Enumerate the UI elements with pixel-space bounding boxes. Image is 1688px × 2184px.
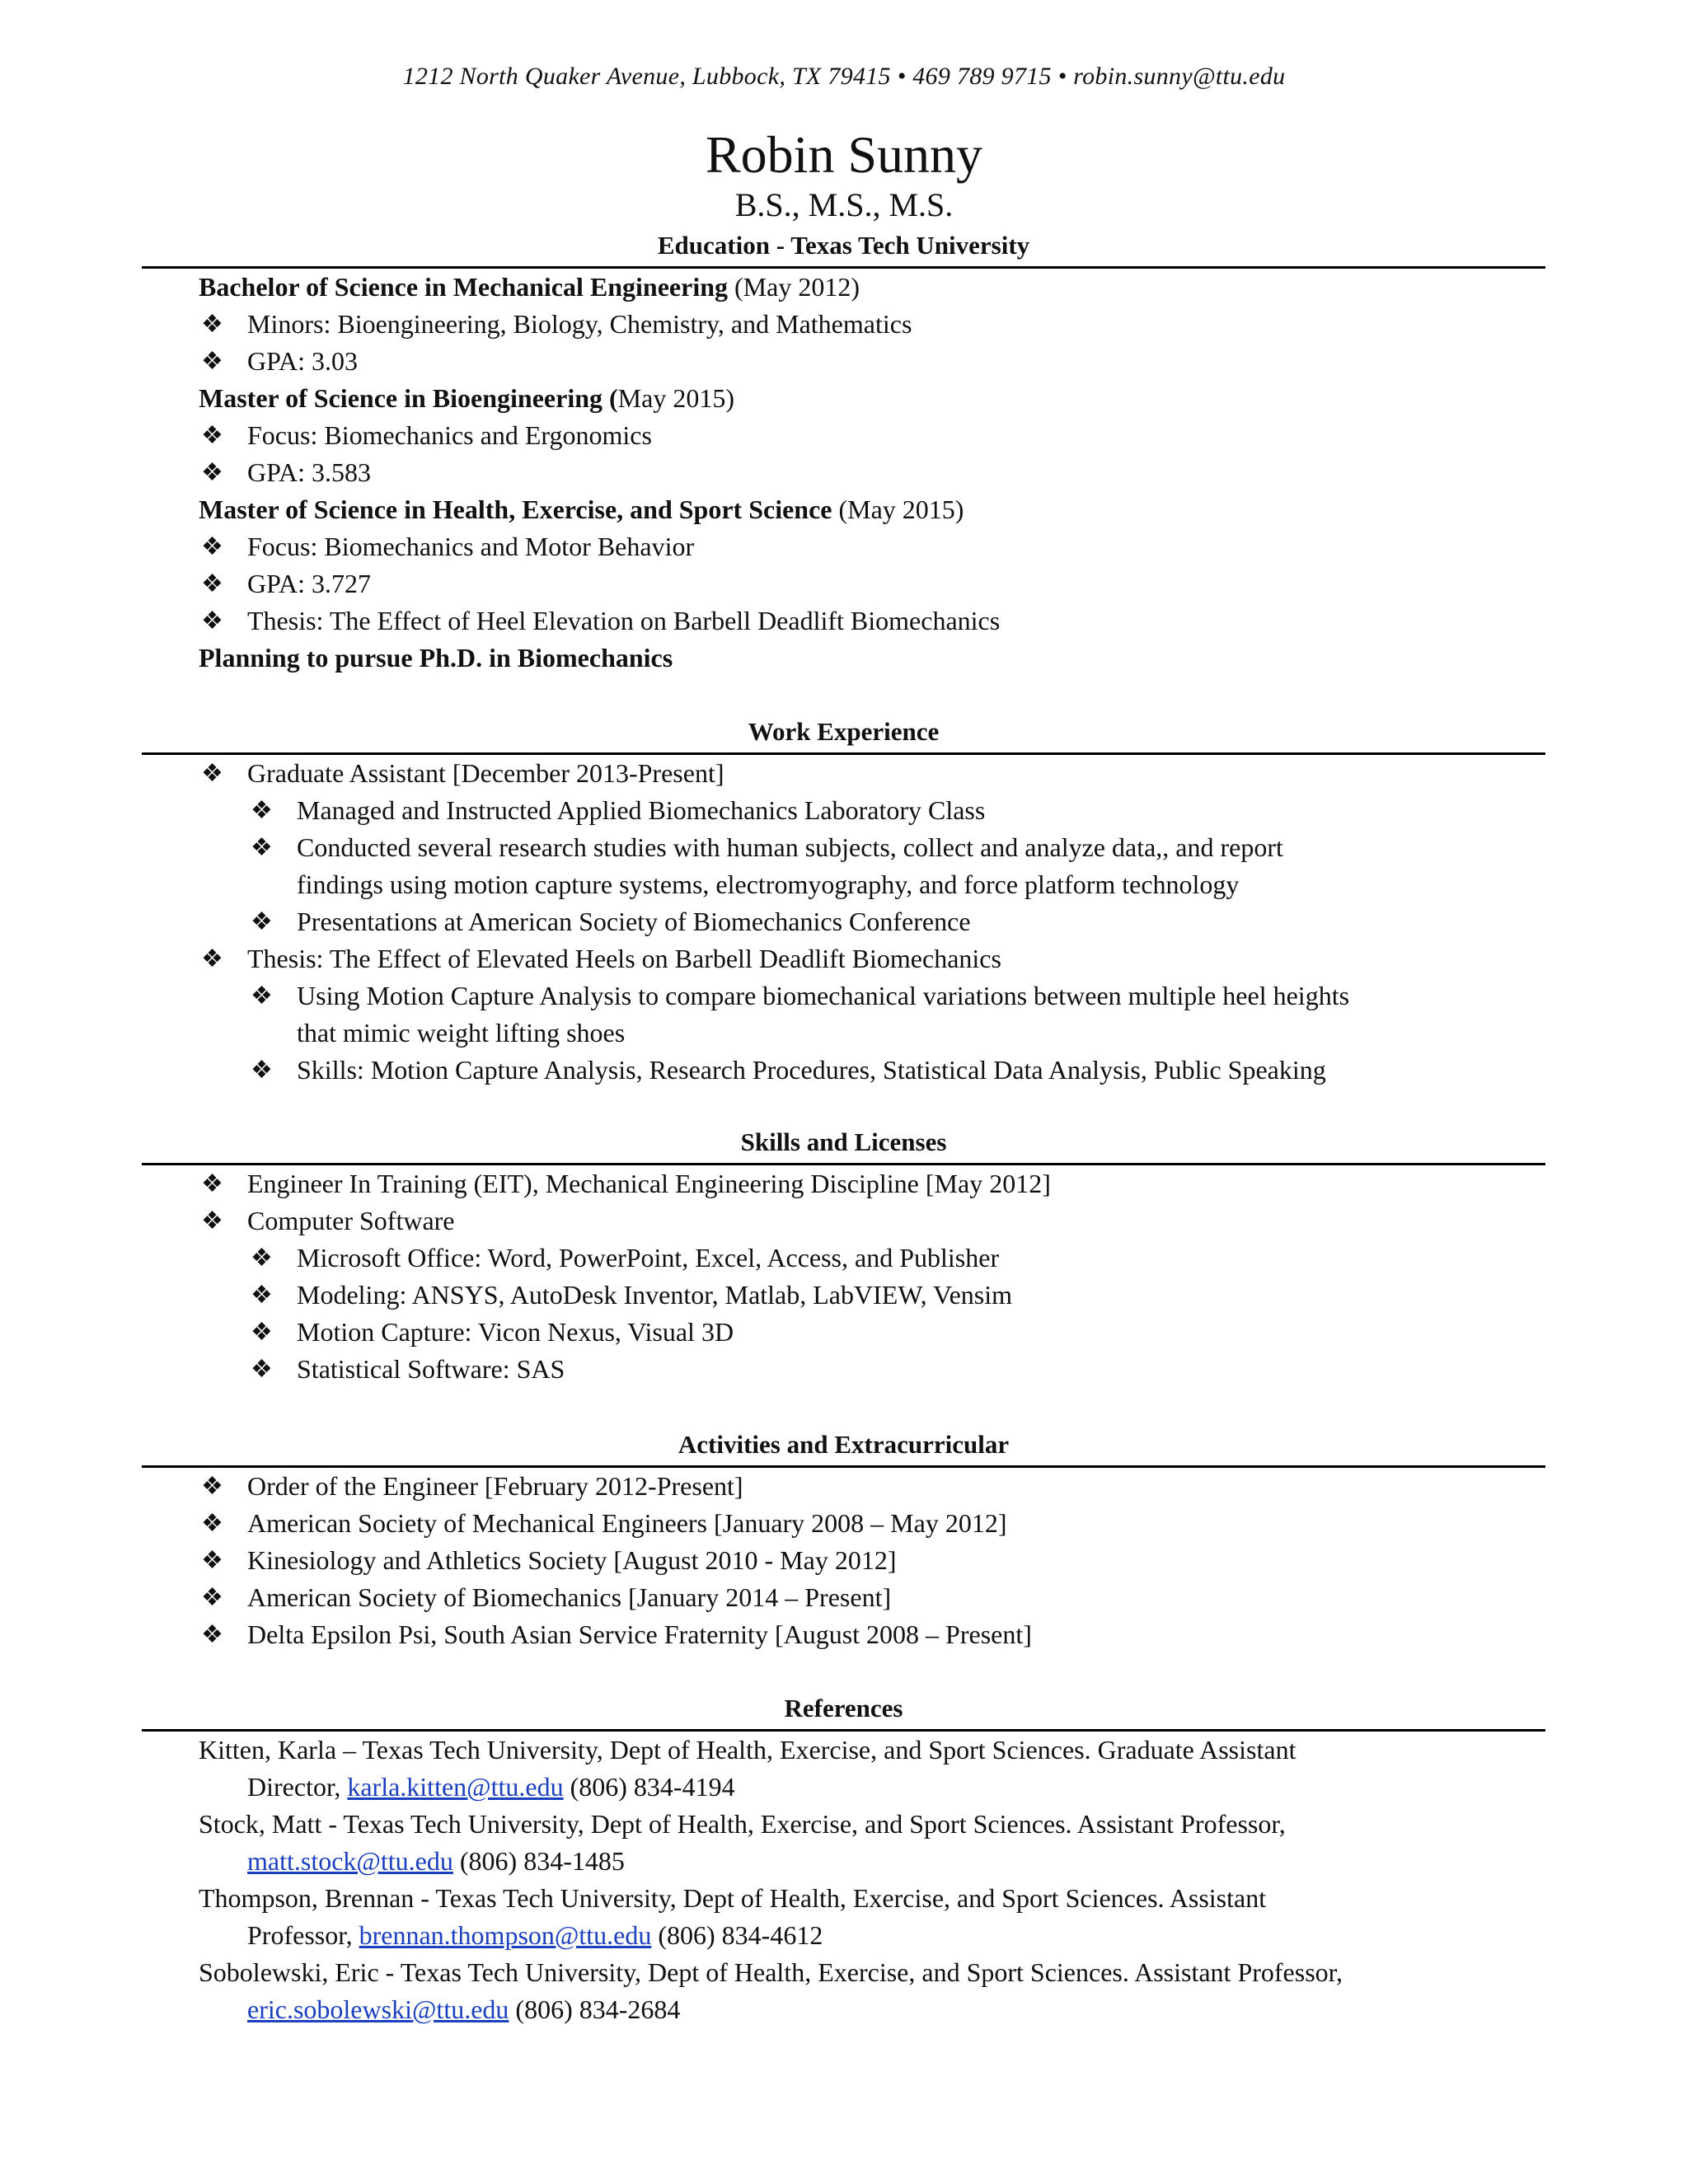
activity-item: Kinesiology and Athletics Society [August 2010 - May 2012] <box>247 1545 897 1575</box>
degree-ms1-gpa: GPA: 3.583 <box>247 457 371 487</box>
degree-ms-bioengineering <box>199 380 734 417</box>
bullet-icon: ❖ <box>201 1170 223 1197</box>
bullet-icon: ❖ <box>201 533 223 560</box>
degree-ms2-gpa: GPA: 3.727 <box>247 569 371 598</box>
job-thesis-item: Skills: Motion Capture Analysis, Research Procedures, Statistical Data Analysis, Public Speaking <box>297 1055 1326 1085</box>
reference-contact <box>247 1991 680 2028</box>
skill-motion-capture: Motion Capture: Vicon Nexus, Visual 3D <box>297 1317 734 1347</box>
reference-contact <box>247 1917 823 1954</box>
reference-email-link[interactable]: karla.kitten@ttu.edu <box>347 1772 564 1802</box>
degree-ms-health-exercise <box>199 491 964 528</box>
job-graduate-assistant: Graduate Assistant [December 2013-Present] <box>247 758 724 788</box>
job-ga-item: Conducted several research studies with human subjects, collect and analyze data,, and report <box>297 832 1283 862</box>
bullet-icon: ❖ <box>201 1547 223 1574</box>
reference-contact <box>247 1769 735 1806</box>
bullet-icon: ❖ <box>201 422 223 449</box>
degree-bs-name: Bachelor of Science in Mechanical Engineering <box>199 272 729 302</box>
bullet-icon: ❖ <box>201 348 223 375</box>
bullet-icon: ❖ <box>201 311 223 338</box>
bullet-icon: ❖ <box>251 1244 273 1272</box>
degree-summary: B.S., M.S., M.S. <box>734 186 954 223</box>
phd-plan: Planning to pursue Ph.D. in Biomechanics <box>199 643 673 673</box>
bullet-icon: ❖ <box>251 834 273 861</box>
reference-phone: (806) 834-4612 <box>651 1920 823 1950</box>
reference-title: Director, <box>247 1772 348 1802</box>
activity-item: Order of the Engineer [February 2012-Present] <box>247 1471 743 1501</box>
reference-email-link[interactable]: matt.stock@ttu.edu <box>247 1846 453 1876</box>
bullet-icon: ❖ <box>201 1584 223 1611</box>
bullet-icon: ❖ <box>201 760 223 787</box>
education-heading: Education - Texas Tech University <box>657 231 1030 260</box>
activity-item: American Society of Biomechanics [January 2014 – Present] <box>247 1582 892 1612</box>
bullet-icon: ❖ <box>201 945 223 972</box>
bullet-icon: ❖ <box>251 1057 273 1084</box>
reference-phone: (806) 834-2684 <box>509 1994 681 2024</box>
job-ga-item-continued: findings using motion capture systems, electromyography, and force platform technology <box>297 869 1240 899</box>
contact-line: 1212 North Quaker Avenue, Lubbock, TX 79415 • 469 789 9715 • robin.sunny@ttu.edu <box>402 63 1286 90</box>
degree-ms2-date: (May 2015) <box>832 494 964 524</box>
reference-entry: Stock, Matt - Texas Tech University, Dept of Health, Exercise, and Sport Sciences. Assistant Professor, <box>199 1809 1286 1839</box>
job-ga-item: Presentations at American Society of Biomechanics Conference <box>297 907 971 936</box>
bullet-icon: ❖ <box>201 1473 223 1500</box>
skill-office: Microsoft Office: Word, PowerPoint, Excel, Access, and Publisher <box>297 1243 1000 1272</box>
degree-bs-date: (May 2012) <box>728 272 860 302</box>
work-heading: Work Experience <box>748 717 940 746</box>
degree-ms1-name: Master of Science in Bioengineering ( <box>199 383 618 413</box>
job-ga-item: Managed and Instructed Applied Biomechanics Laboratory Class <box>297 795 986 825</box>
degree-ms1-date: May 2015) <box>617 383 734 413</box>
reference-phone: (806) 834-1485 <box>452 1846 625 1876</box>
job-thesis: Thesis: The Effect of Elevated Heels on Barbell Deadlift Biomechanics <box>247 944 1001 973</box>
degree-ms2-thesis: Thesis: The Effect of Heel Elevation on Barbell Deadlift Biomechanics <box>247 606 1001 635</box>
reference-entry: Kitten, Karla – Texas Tech University, Dept of Health, Exercise, and Sport Sciences. Graduate Assistant <box>199 1735 1296 1765</box>
activity-item: Delta Epsilon Psi, South Asian Service Fraternity [August 2008 – Present] <box>247 1619 1032 1649</box>
activity-item: American Society of Mechanical Engineers [January 2008 – May 2012] <box>247 1508 1007 1538</box>
degree-ms2-name: Master of Science in Health, Exercise, and Sport Science <box>199 494 832 524</box>
skill-eit: Engineer In Training (EIT), Mechanical Engineering Discipline [May 2012] <box>247 1169 1051 1198</box>
applicant-name: Robin Sunny <box>705 125 983 184</box>
degree-bs-minors: Minors: Bioengineering, Biology, Chemistry, and Mathematics <box>247 309 912 339</box>
skills-heading: Skills and Licenses <box>740 1127 947 1156</box>
job-thesis-item: Using Motion Capture Analysis to compare biomechanical variations between multiple heel heights <box>297 981 1350 1010</box>
bullet-icon: ❖ <box>201 459 223 486</box>
job-thesis-item-continued: that mimic weight lifting shoes <box>297 1018 626 1047</box>
bullet-icon: ❖ <box>201 1207 223 1235</box>
skill-statistical: Statistical Software: SAS <box>297 1354 565 1384</box>
reference-entry: Thompson, Brennan - Texas Tech University, Dept of Health, Exercise, and Sport Sciences. Assistant <box>199 1883 1267 1913</box>
degree-ms1-focus: Focus: Biomechanics and Ergonomics <box>247 420 652 450</box>
bullet-icon: ❖ <box>251 1356 273 1383</box>
reference-title: Professor, <box>247 1920 359 1950</box>
bullet-icon: ❖ <box>251 797 273 824</box>
degree-ms2-focus: Focus: Biomechanics and Motor Behavior <box>247 532 695 561</box>
skill-software: Computer Software <box>247 1206 455 1235</box>
reference-email-link[interactable]: brennan.thompson@ttu.edu <box>359 1920 652 1950</box>
references-heading: References <box>784 1694 903 1722</box>
bullet-icon: ❖ <box>251 908 273 935</box>
skill-modeling: Modeling: ANSYS, AutoDesk Inventor, Matlab, LabVIEW, Vensim <box>297 1280 1012 1310</box>
degree-bs <box>199 269 860 306</box>
activities-heading: Activities and Extracurricular <box>678 1430 1010 1459</box>
bullet-icon: ❖ <box>251 1319 273 1346</box>
bullet-icon: ❖ <box>201 1621 223 1648</box>
bullet-icon: ❖ <box>201 570 223 598</box>
reference-contact <box>247 1843 625 1880</box>
degree-bs-gpa: GPA: 3.03 <box>247 346 358 376</box>
bullet-icon: ❖ <box>251 1282 273 1309</box>
bullet-icon: ❖ <box>201 1510 223 1537</box>
reference-email-link[interactable]: eric.sobolewski@ttu.edu <box>247 1994 509 2024</box>
reference-phone: (806) 834-4194 <box>563 1772 735 1802</box>
bullet-icon: ❖ <box>251 982 273 1010</box>
bullet-icon: ❖ <box>201 607 223 635</box>
reference-entry: Sobolewski, Eric - Texas Tech University, Dept of Health, Exercise, and Sport Sciences. Assistant Professor, <box>199 1957 1343 1987</box>
